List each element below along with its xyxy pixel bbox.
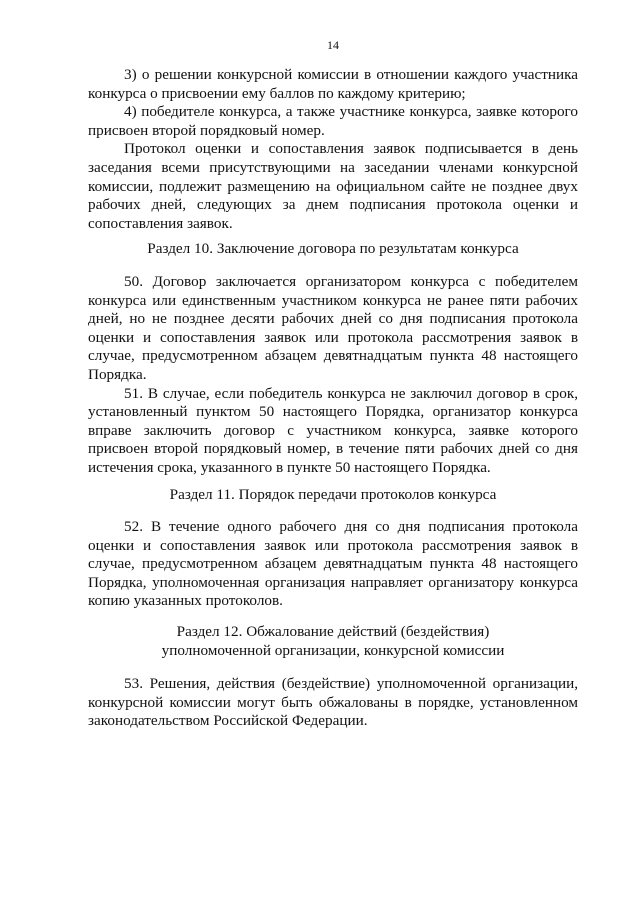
paragraph-52: 52. В течение одного рабочего дня со дня подписания протокола оценки и сопоставления заявок или протокола рассмотрения заявок в случае, предусмотренном абзацем девятнадцатым пункта 48 настоящего Порядка, уполномоченная организация направляет организатору конкурса копию указанных протоколов. bbox=[88, 518, 578, 610]
section-12-body bbox=[88, 675, 578, 731]
page-number: 14 bbox=[327, 38, 339, 52]
paragraph-53: 53. Решения, действия (бездействие) уполномоченной организации, конкурсной комиссии могут быть обжалованы в порядке, установленном законодательством Российской Федерации. bbox=[88, 675, 578, 730]
protocol-contents-block bbox=[88, 66, 578, 233]
paragraph: Протокол оценки и сопоставления заявок подписывается в день заседания всеми присутствующими на заседании членами конкурсной комиссии, подлежит размещению на официальном сайте не позднее двух рабочих дней, следующих за днем подписания протокола оценки и сопоставления заявок. bbox=[88, 140, 578, 232]
section-12-heading: Раздел 12. Обжалование действий (бездействия) уполномоченной организации, конкурсной комиссии bbox=[161, 623, 505, 659]
section-11-body bbox=[88, 518, 578, 611]
section-10-body bbox=[88, 273, 578, 478]
paragraph-51: 51. В случае, если победитель конкурса не заключил договор в срок, установленный пунктом 50 настоящего Порядка, организатор конкурса вправе заключить договор с участником конкурса, заявке которого присвоен второй порядковый номер, в течение пяти рабочих дней со дня истечения срока, указанного в пункте 50 настоящего Порядка. bbox=[88, 384, 578, 476]
section-10-heading: Раздел 10. Заключение договора по результатам конкурса bbox=[147, 240, 519, 257]
section-11-heading: Раздел 11. Порядок передачи протоколов конкурса bbox=[169, 486, 497, 503]
paragraph: 3) о решении конкурсной комиссии в отношении каждого участника конкурса о присвоении ему баллов по каждому критерию; bbox=[88, 66, 578, 102]
paragraph-50: 50. Договор заключается организатором конкурса с победителем конкурса или единственным участником конкурса не ранее пяти рабочих дней, но не позднее десяти рабочих дней со дня подписания протокола оценки и сопоставления заявок или протокола рассмотрения заявок в случае, предусмотренном абзацем девятнадцатым пункта 48 настоящего Порядка. bbox=[88, 273, 578, 383]
paragraph: 4) победителе конкурса, а также участнике конкурса, заявке которого присвоен второй порядковый номер. bbox=[88, 103, 578, 139]
